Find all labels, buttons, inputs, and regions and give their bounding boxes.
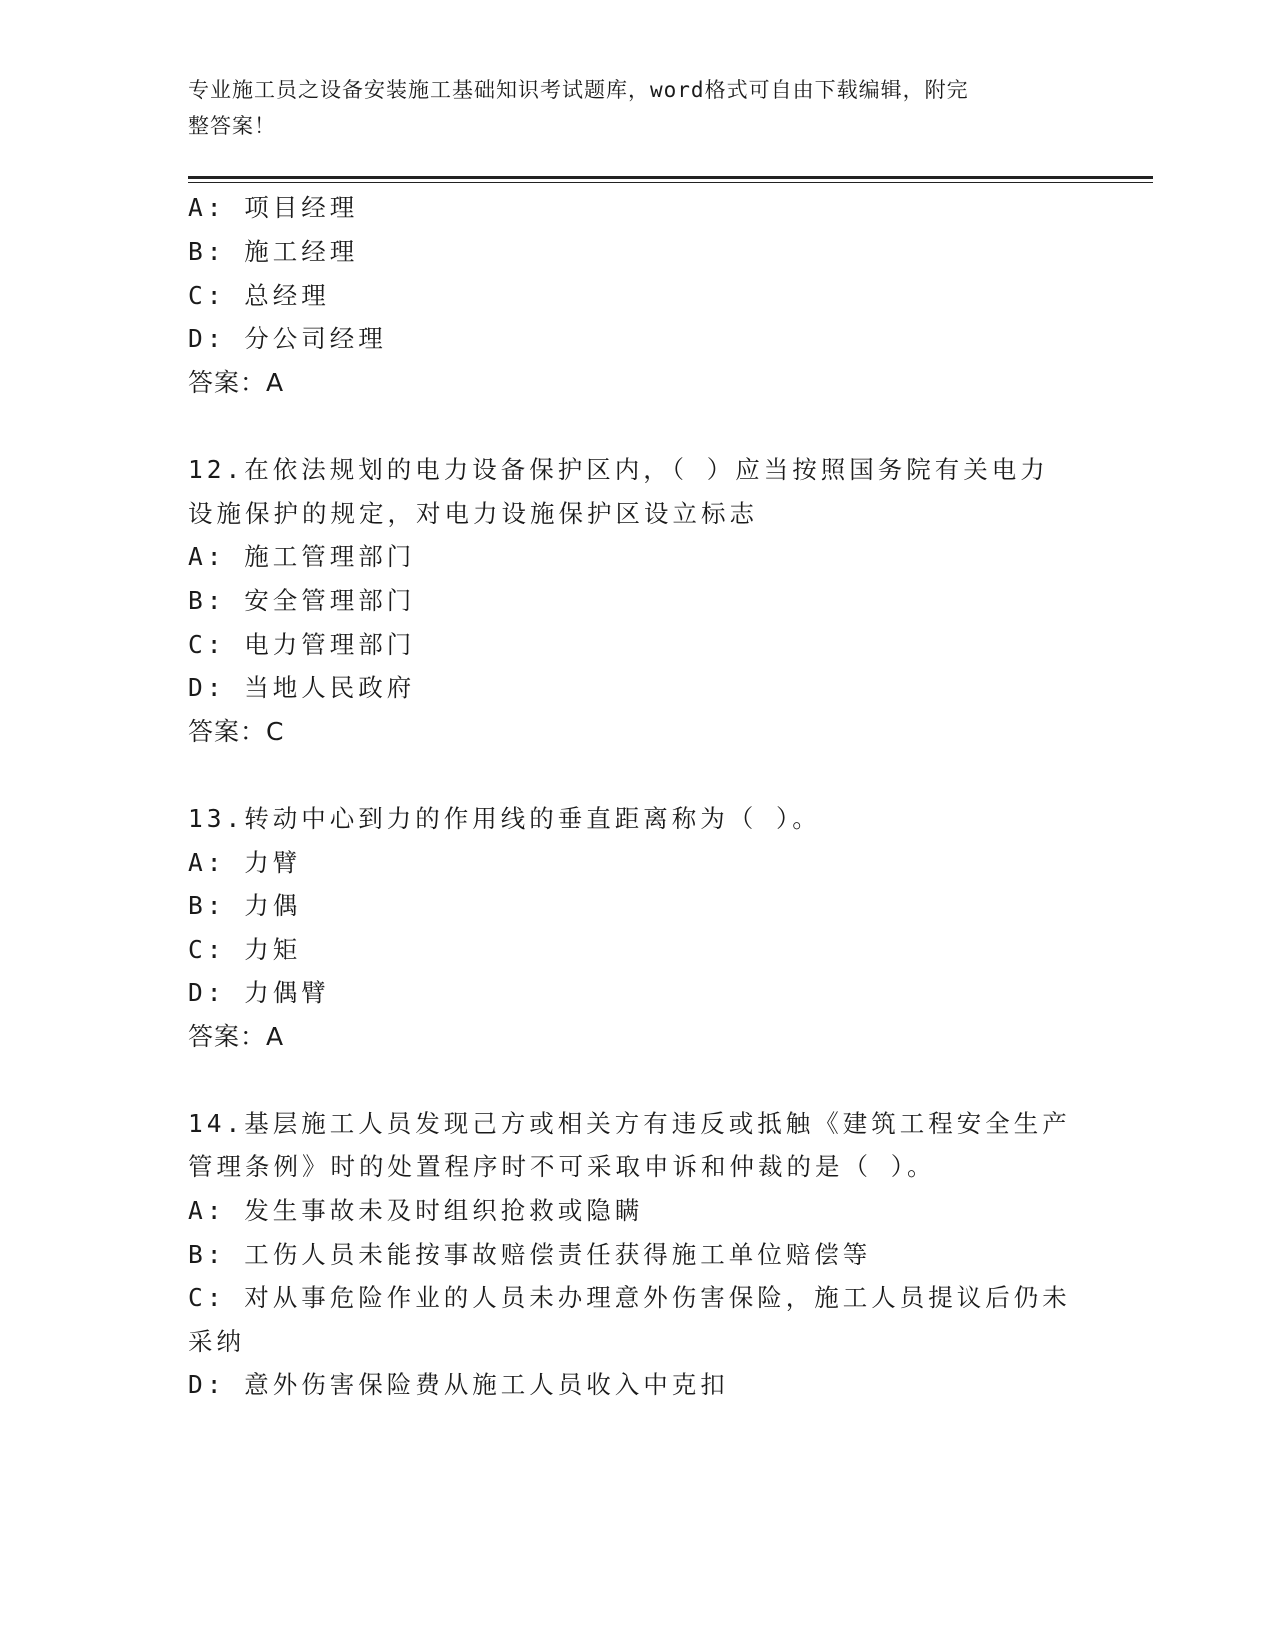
q13-option-c: C: 力矩 — [188, 935, 302, 964]
q11-option-b: B: 施工经理 — [188, 237, 359, 266]
q14-option-a: A: 发生事故未及时组织抢救或隐瞒 — [188, 1196, 644, 1225]
q12-option-c: C: 电力管理部门 — [188, 630, 416, 659]
q13-answer: 答案：A — [188, 1022, 285, 1051]
q12-option-d: D: 当地人民政府 — [188, 673, 416, 702]
header-divider-thick — [188, 176, 1153, 179]
q12-option-b: B: 安全管理部门 — [188, 586, 416, 615]
q12-option-a: A: 施工管理部门 — [188, 542, 416, 571]
q13-option-a: A: 力臂 — [188, 848, 302, 877]
q12-stem-line-1: 12.在依法规划的电力设备保护区内，（ ）应当按照国务院有关电力 — [188, 455, 1049, 484]
q14-stem-line-2: 管理条例》时的处置程序时不可采取申诉和仲裁的是（ ）。 — [188, 1152, 936, 1181]
q11-answer: 答案：A — [188, 368, 285, 397]
header-divider-thin — [188, 182, 1153, 183]
header-title-line-2: 整答案！ — [188, 114, 276, 138]
q13-option-b: B: 力偶 — [188, 891, 302, 920]
q14-stem-line-1: 14.基层施工人员发现己方或相关方有违反或抵触《建筑工程安全生产 — [188, 1109, 1071, 1138]
q11-option-c: C: 总经理 — [188, 281, 330, 310]
q14-option-c-line-1: C: 对从事危险作业的人员未办理意外伤害保险，施工人员提议后仍未 — [188, 1283, 1071, 1312]
document-header — [188, 72, 1068, 144]
q13-stem-line-1: 13.转动中心到力的作用线的垂直距离称为（ ）。 — [188, 804, 821, 833]
q14-option-b: B: 工伤人员未能按事故赔偿责任获得施工单位赔偿等 — [188, 1240, 872, 1269]
q12-answer: 答案：C — [188, 717, 285, 746]
q12-stem-line-2: 设施保护的规定，对电力设施保护区设立标志 — [188, 499, 758, 528]
q11-option-d: D: 分公司经理 — [188, 324, 387, 353]
header-title-line-1: 专业施工员之设备安装施工基础知识考试题库，word格式可自由下载编辑，附完 — [188, 78, 969, 102]
q13-option-d: D: 力偶臂 — [188, 978, 330, 1007]
q11-option-a: A: 项目经理 — [188, 193, 359, 222]
q14-option-d: D: 意外伤害保险费从施工人员收入中克扣 — [188, 1370, 729, 1399]
q14-option-c-line-2: 采纳 — [188, 1327, 245, 1356]
